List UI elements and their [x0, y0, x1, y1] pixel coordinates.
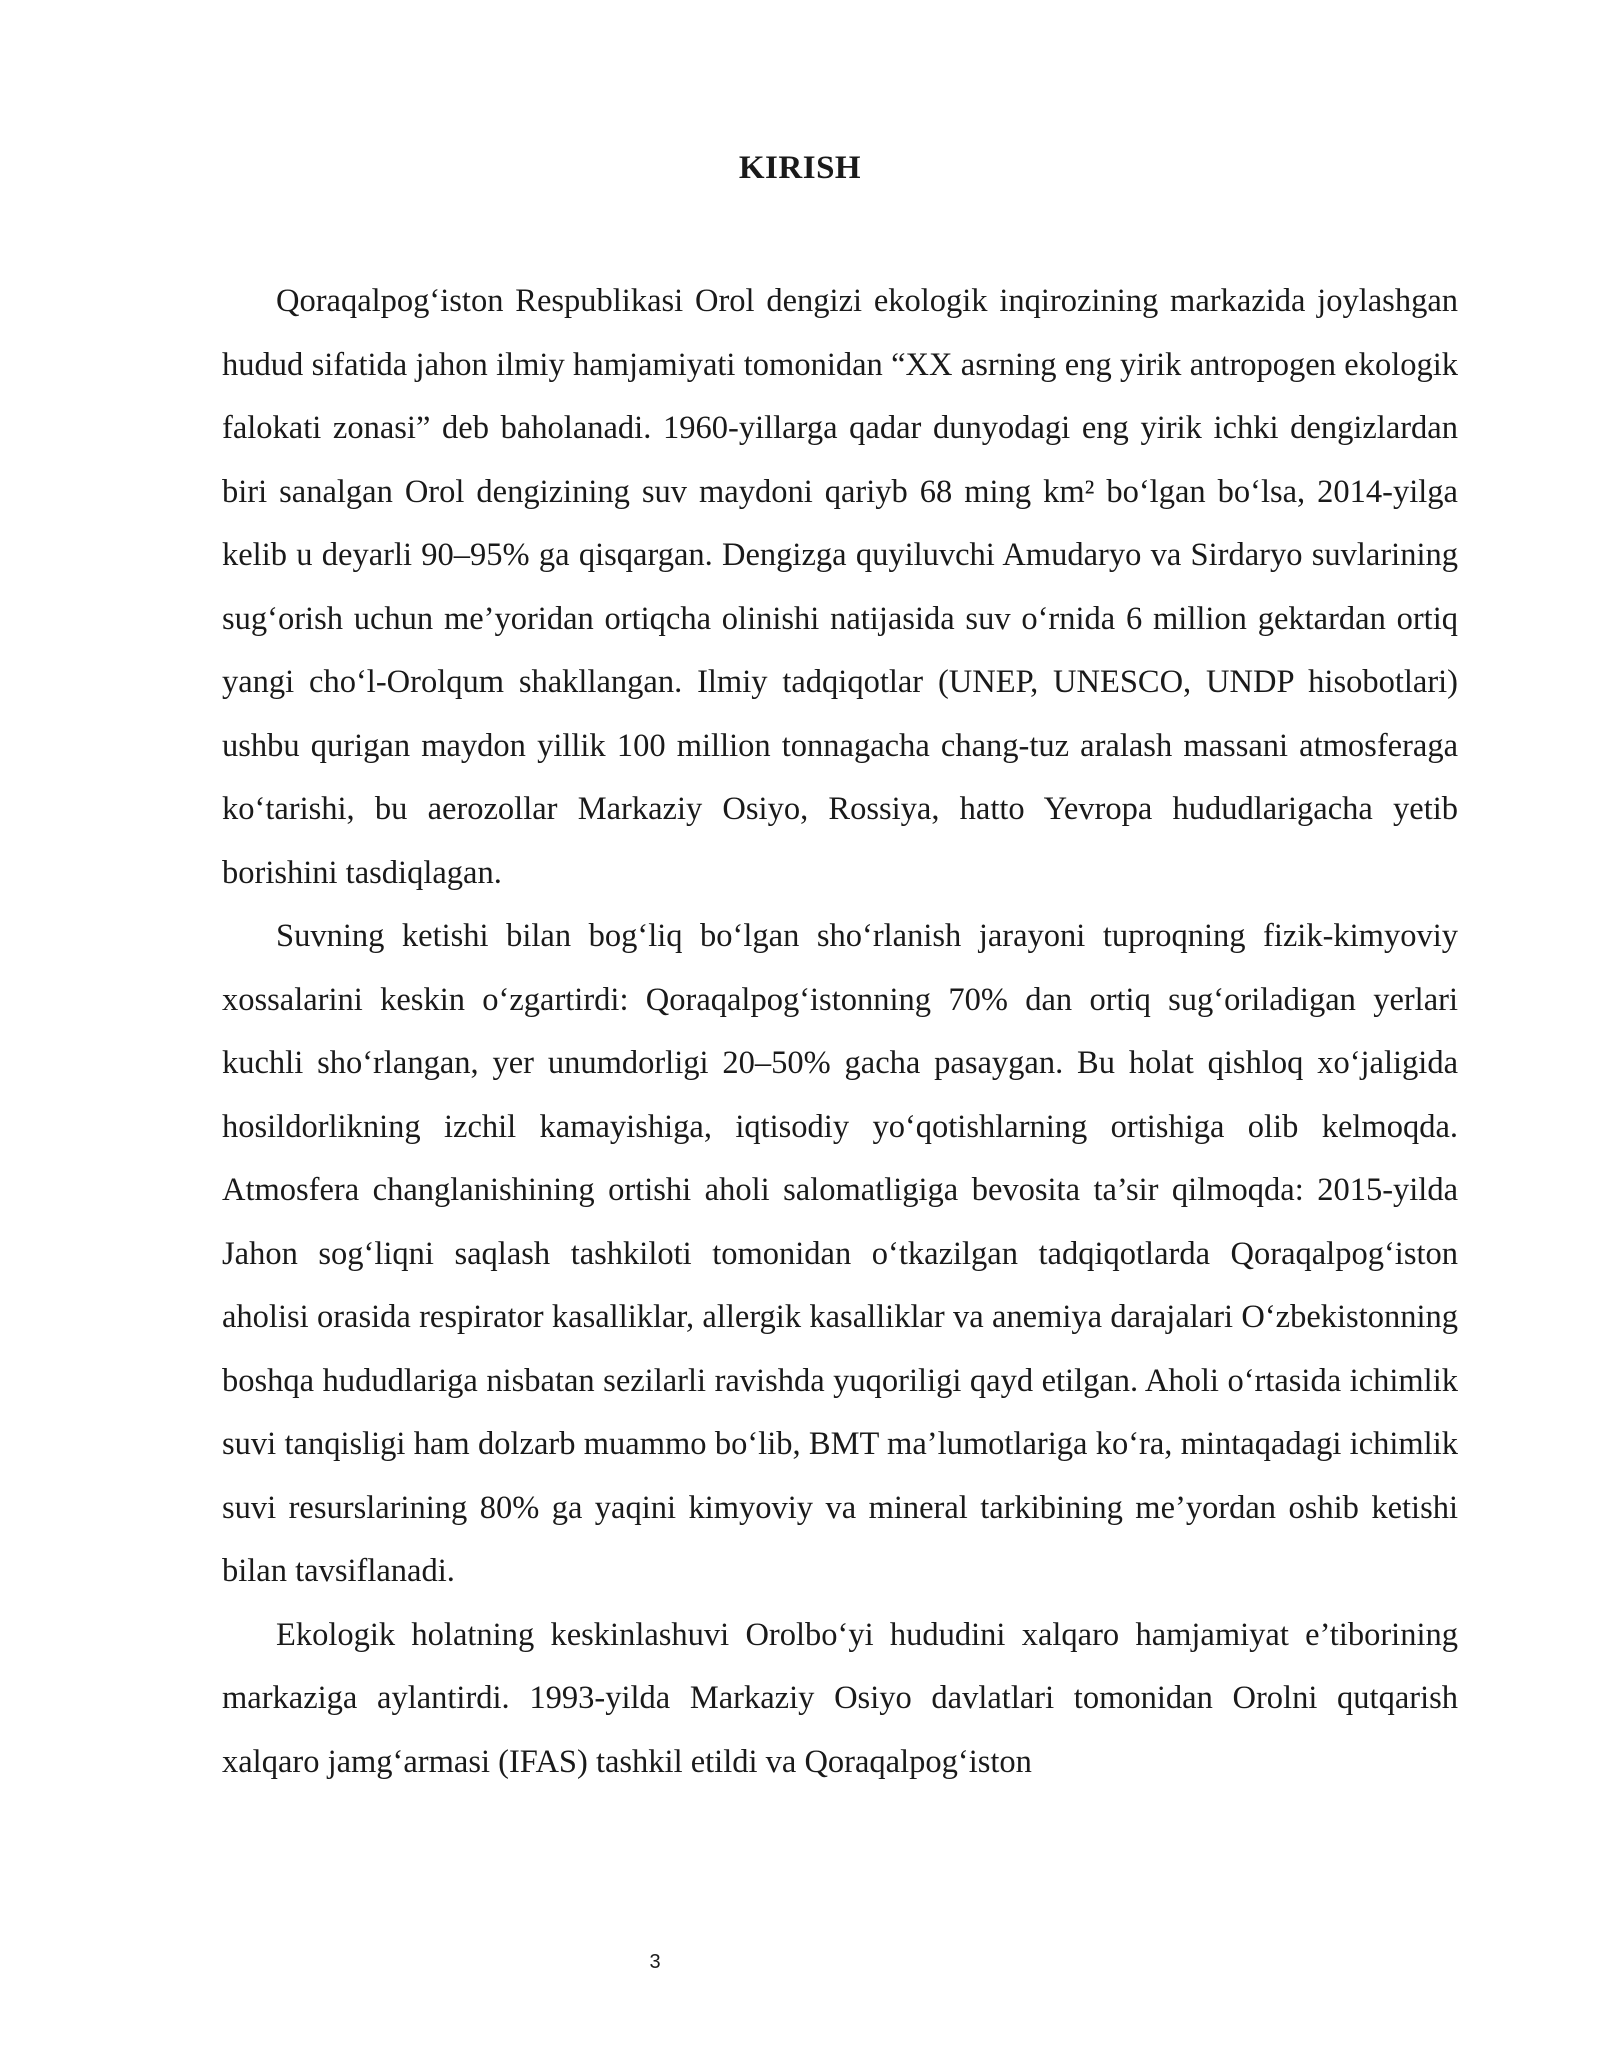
paragraph-1: Qoraqalpog‘iston Respublikasi Orol dengizi ekologik inqirozining markazida joylashgan hudud sifatida jahon ilmiy hamjamiyati tomonidan “XX asrning eng yirik antropogen ekologik falokati zonasi” deb baholanadi. 1960-yillarga qadar dunyodagi eng yirik ichki dengizlardan biri sanalgan Orol dengizining suv maydoni qariyb 68 ming km² bo‘lgan bo‘lsa, 2014-yilga kelib u deyarli 90–95% ga qisqargan. Dengizga quyiluvchi Amudaryo va Sirdaryo suvlarining sug‘orish uchun me’yoridan ortiqcha olinishi natijasida suv o‘rnida 6 million gektardan ortiq yangi cho‘l-Orolqum shakllangan. Ilmiy tadqiqotlar (UNEP, UNESCO, UNDP hisobotlari) ushbu qurigan maydon yillik 100 million tonnagacha chang-tuz aralash massani atmosferaga ko‘tarishi, bu aerozollar Markaziy Osiyo, Rossiya, hatto Yevropa hududlarigacha yetib borishini tasdiqlagan.	[222, 283, 1458, 891]
page-heading: KIRISH	[738, 150, 862, 186]
paragraph-2: Suvning ketishi bilan bog‘liq bo‘lgan sho‘rlanish jarayoni tuproqning fizik-kimyoviy xossalarini keskin o‘zgartirdi: Qoraqalpog‘istonning 70% dan ortiq sug‘oriladigan yerlari kuchli sho‘rlangan, yer unumdorligi 20–50% gacha pasaygan. Bu holat qishloq xo‘jaligida hosildorlikning izchil kamayishiga, iqtisodiy yo‘qotishlarning ortishiga olib kelmoqda. Atmosfera changlanishining ortishi aholi salomatligiga bevosita ta’sir qilmoqda: 2015-yilda Jahon sog‘liqni saqlash tashkiloti tomonidan o‘tkazilgan tadqiqotlarda Qoraqalpog‘iston aholisi orasida respirator kasalliklar, allergik kasalliklar va anemiya darajalari O‘zbekistonning boshqa hududlariga nisbatan sezilarli ravishda yuqoriligi qayd etilgan. Aholi o‘rtasida ichimlik suvi tanqisligi ham dolzarb muammo bo‘lib, BMT ma’lumotlariga ko‘ra, mintaqadagi ichimlik suvi resurslarining 80% ga yaqini kimyoviy va mineral tarkibining me’yordan oshib ketishi bilan tavsiflanadi.	[222, 918, 1458, 1589]
page-number: 3	[649, 1951, 661, 1973]
paragraph-3: Ekologik holatning keskinlashuvi Orolbo‘yi hududini xalqaro hamjamiyat e’tiborining markaziga aylantirdi. 1993-yilda Markaziy Osiyo davlatlari tomonidan Orolni qutqarish xalqaro jamg‘armasi (IFAS) tashkil etildi va Qoraqalpog‘iston	[222, 1616, 1458, 1780]
body-text	[222, 270, 1458, 1794]
